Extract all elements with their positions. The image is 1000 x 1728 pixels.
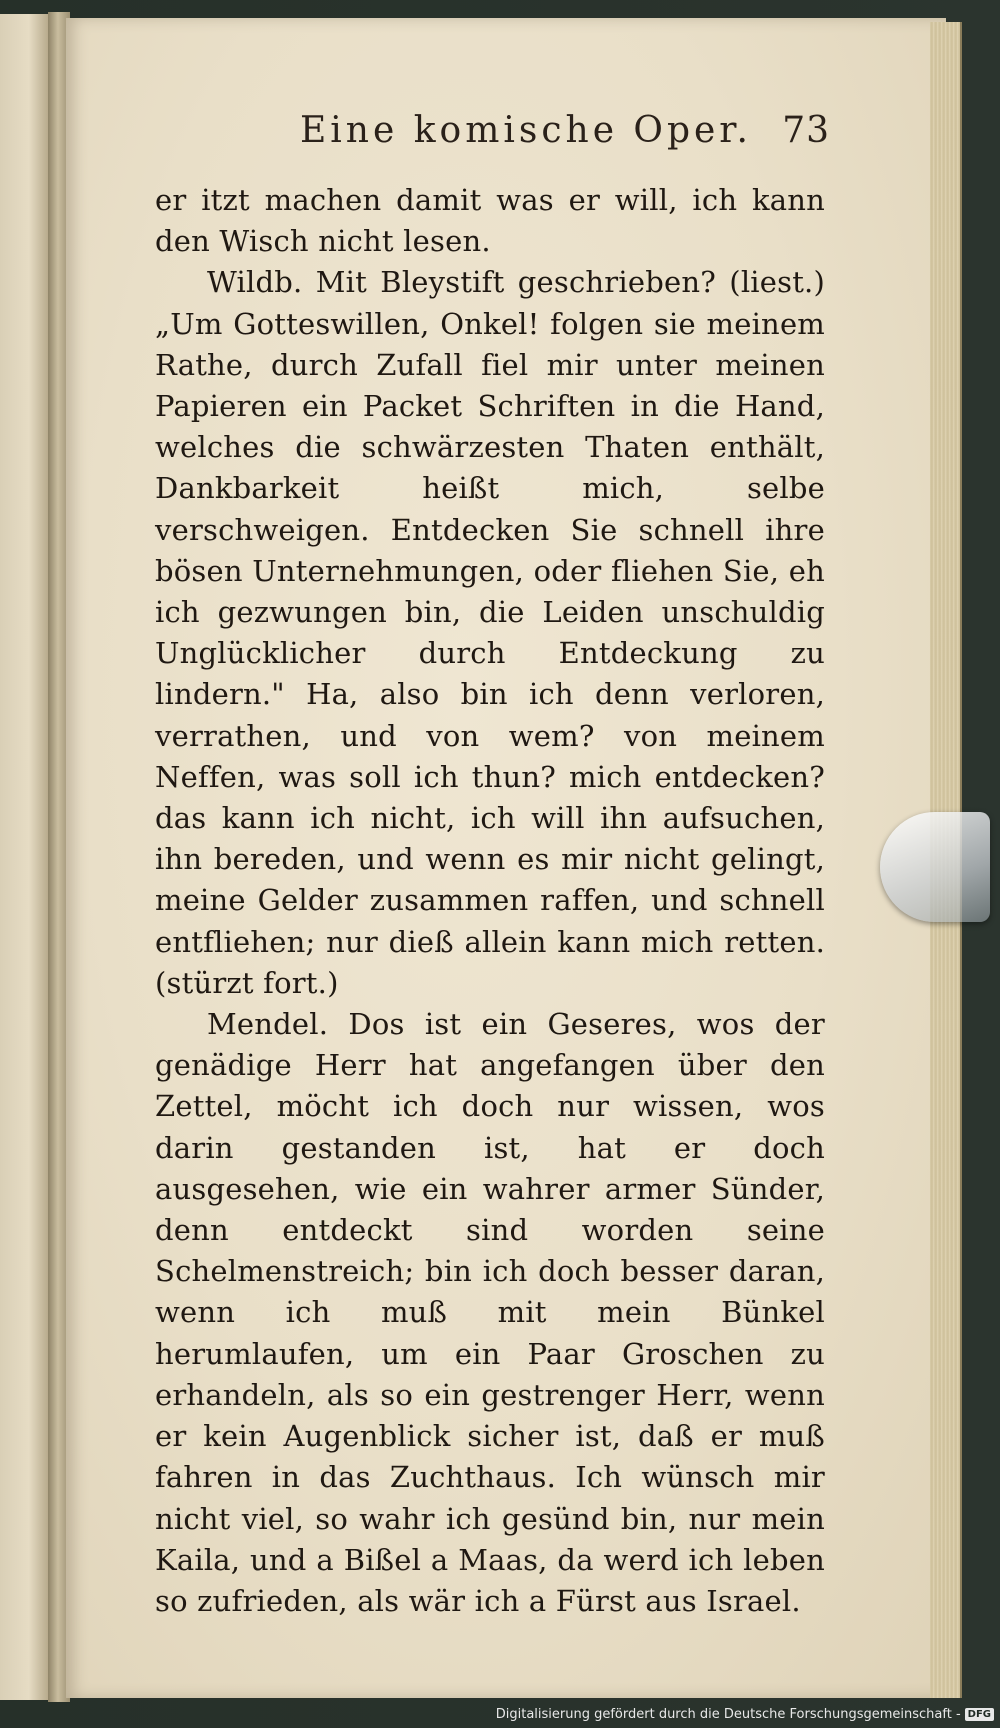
page-clip — [880, 812, 990, 922]
body-text — [155, 180, 825, 1622]
left-page-edge — [0, 14, 50, 1700]
credit-text: Digitalisierung gefördert durch die Deutsche Forschungsgemeinschaft - — [495, 1706, 961, 1722]
digitization-credit — [496, 1704, 994, 1724]
paragraph: er itzt machen damit was er will, ich kann den Wisch nicht lesen. — [155, 183, 825, 259]
dfg-logo: DFG — [965, 1708, 994, 1721]
running-title: Eine komische Oper. — [300, 110, 752, 151]
paragraph: Wildb. Mit Bleystift geschrieben? (liest.) „Um Gotteswillen, Onkel! folgen sie meinem Rathe, durch Zufall fiel mir unter meinen Papieren ein Packet Schriften in die Hand, welches die schwärzesten Thaten enthält, Dankbarkeit heißt mich, selbe verschweigen. Entdecken Sie schnell ihre bösen Unternehmungen, oder fliehen Sie, eh ich gezwungen bin, die Leiden unschuldig Unglücklicher durch Entdeckung zu lindern." Ha, also bin ich denn verloren, verrathen, und von wem? von meinem Neffen, was soll ich thun? mich entdecken? das kann ich nicht, ich will ihn aufsuchen, ihn bereden, und wenn es mir nicht gelingt, meine Gelder zusammen raffen, und schnell entfliehen; nur dieß allein kann mich retten. (stürzt fort.) — [155, 265, 825, 1000]
paragraph: Mendel. Dos ist ein Geseres, wos der genädige Herr hat angefangen über den Zettel, möcht ich doch nur wissen, wos darin gestanden ist, hat er doch ausgesehen, wie ein wahrer armer Sünder, denn entdeckt sind worden seine Schelmenstreich; bin ich doch besser daran, wenn ich muß mit mein Bünkel herumlaufen, um ein Paar Groschen zu erhandeln, als so ein gestrenger Herr, wenn er kein Augenblick sicher ist, daß er muß fahren in das Zuchthaus. Ich wünsch mir nicht viel, so wahr ich gesünd bin, nur mein Kaila, und a Bißel a Maas, da werd ich leben so zufrieden, als wär ich a Fürst aus Israel. — [155, 1007, 825, 1618]
running-header — [300, 110, 830, 160]
page-number: 73 — [782, 110, 830, 151]
